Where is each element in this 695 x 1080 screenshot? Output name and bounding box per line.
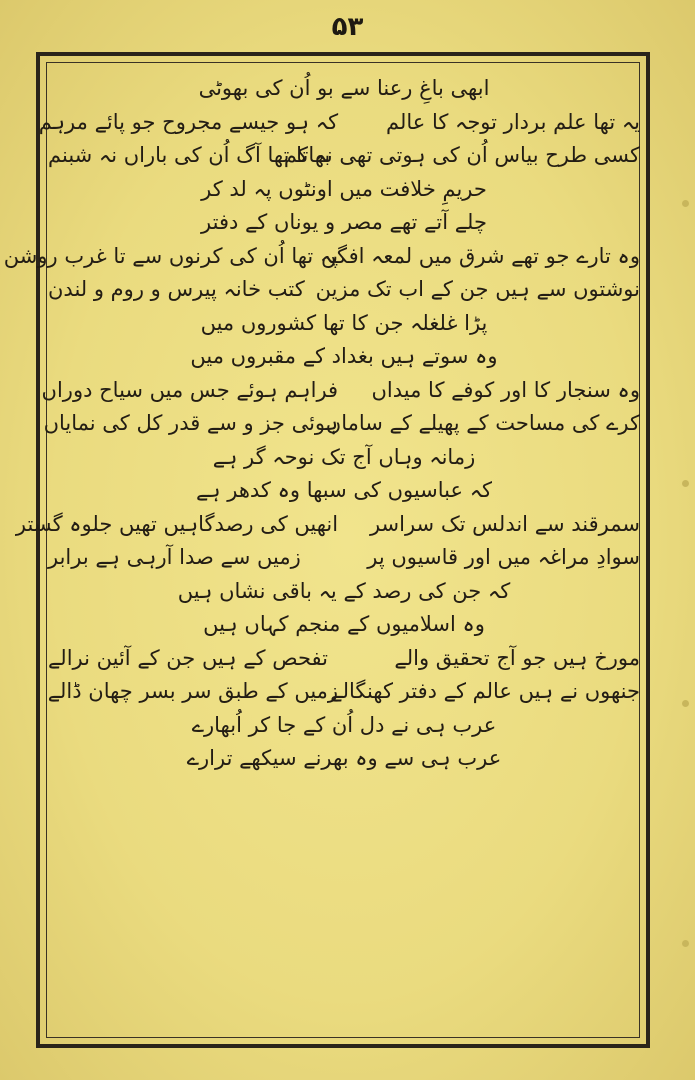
binding-hole: [682, 940, 689, 947]
misra-first: کسی طرح بیاس اُن کی ہوتی تھی نہ کم: [283, 143, 640, 167]
binding-holes: [677, 200, 689, 960]
misra-second: پہ تھا اُن کی کرنوں سے تا غرب روشن: [3, 243, 339, 268]
misra-second: کہ ہو جیسے مجروح جو پائے مرہم: [38, 109, 339, 134]
binding-hole: [682, 200, 689, 207]
couplet-line: [41, 374, 640, 408]
centered-line: حریمِ خلافت میں اونٹوں پہ لد کر: [201, 176, 487, 201]
couplet-line: [43, 407, 640, 441]
centered-line: وہ سوتے ہیں بغداد کے مقبروں میں: [190, 344, 498, 368]
centered-line: کہ عباسیوں کی سبھا وہ کدھر ہے: [195, 478, 493, 502]
binding-hole: [682, 700, 689, 707]
couplet-line: [38, 106, 640, 140]
misra-first: کرے کی مساحت کے پھیلے کے ساماں: [325, 411, 640, 435]
misra-first: وہ تارے جو تھے شرق میں لمعہ افگن: [321, 243, 640, 268]
misra-second: تفحص کے ہیں جن کے آئین نرالے: [48, 645, 328, 670]
centered-line: عرب ہی نے دل اُن کے جا کر اُبھارے: [191, 712, 497, 737]
misra-first: مورخ ہیں جو آج تحقیق والے: [394, 645, 640, 670]
centered-line: ابھی باغِ رعنا سے بو اُن کی بھوٹی: [198, 76, 490, 100]
misra-second: کتب خانہ پیرس و روم و لندن: [48, 277, 305, 301]
misra-first: وہ سنجار کا اور کوفے کا میداں: [371, 377, 640, 402]
couplet-line: [48, 139, 640, 173]
centered-line: زمانہ وہاں آج تک نوحہ گر ہے: [212, 444, 476, 469]
couplet-line: [48, 642, 640, 676]
misra-second: انھیں کی رصدگاہیں تھیں جلوہ گستر: [15, 511, 339, 536]
couplet-line: [3, 240, 640, 274]
couplet-line: [48, 675, 640, 709]
misra-first: نوشتوں سے ہیں جن کے اب تک مزین: [315, 277, 640, 301]
misra-first: جنھوں نے ہیں عالم کے دفتر کھنگالے: [330, 679, 640, 703]
centered-line: کہ جن کی رصد کے یہ باقی نشاں ہیں: [177, 578, 511, 603]
misra-second: بھاتا تھا آگ اُن کی باراں نہ شبنم: [48, 143, 331, 167]
misra-first: سوادِ مراغہ میں اور قاسیوں پر: [367, 545, 640, 569]
poem-text: [3, 72, 640, 776]
centered-line: پڑا غلغلہ جن کا تھا کشوروں میں: [200, 310, 488, 335]
centered-line: عرب ہی سے وہ بھرنے سیکھے ترارے: [186, 746, 502, 770]
misra-first: سمرقند سے اندلس تک سراسر: [369, 511, 640, 536]
misra-second: زمیں سے صدا آرہی ہے برابر: [48, 545, 301, 569]
couplet-line: [48, 273, 640, 307]
misra-first: یہ تھا علم بردار توجہ کا عالم: [385, 109, 640, 134]
couplet-line: [15, 508, 640, 542]
misra-second: ہوئی جز و سے قدر کل کی نمایاں: [43, 411, 339, 435]
centered-line: وہ اسلامیوں کے منجم کہاں ہیں: [203, 612, 485, 636]
binding-hole: [682, 480, 689, 487]
page-number: ۵۳: [331, 12, 364, 42]
misra-second: فراہم ہوئے جس میں سیاح دوراں: [41, 377, 339, 402]
misra-second: زمیں کے طبق سر بسر چھان ڈالے: [47, 679, 339, 703]
couplet-line: [48, 541, 640, 575]
centered-line: چلے آتے تھے مصر و یوناں کے دفتر: [201, 210, 487, 234]
